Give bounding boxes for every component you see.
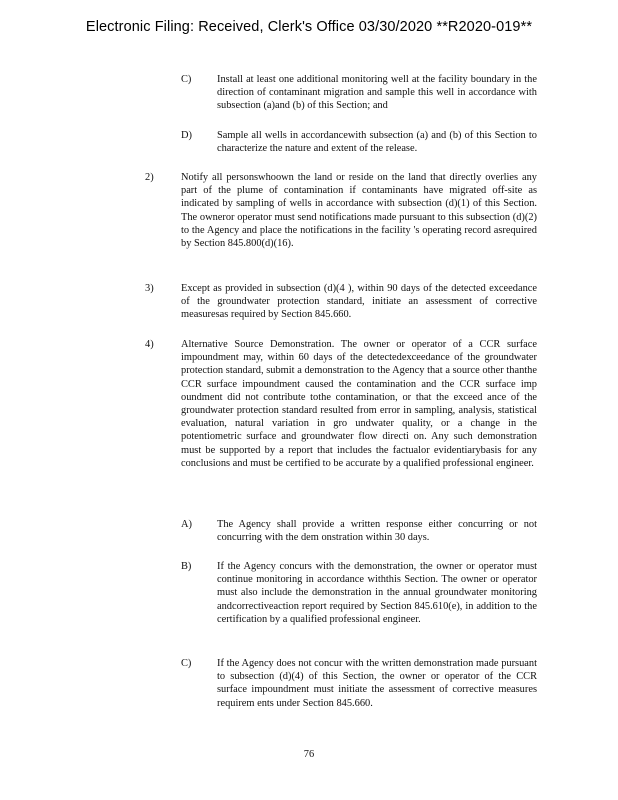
item-label: 3) [145, 283, 154, 294]
item-label: 2) [145, 172, 154, 183]
item-text: Except as provided in subsection (d)(4 ), within 90 days of the detected exceedance of the groundwater protection standard, initiate an assessment of corrective measuresas required by Section 845.660. [181, 283, 537, 321]
item-text: If the Agency concurs with the demonstration, the owner or operator must continue monitoring in accordance withthis Section. The owner or operator must also include the demonstration in the annual groundwater monitoring andcorrectiveaction report required by Section 845.610(e), in addition to the certification by a qualified professional engineer. [217, 561, 537, 625]
filing-header: Electronic Filing: Received, Clerk's Office 03/30/2020 **R2020-019** [85, 19, 533, 35]
item-label: D) [181, 130, 192, 141]
item-text: Alternative Source Demonstration. The owner or operator of a CCR surface impoundment may, within 60 days of the detectedexceedance of the groundwater protection standard, submit a demonstration to the Agency that a source other thanthe CCR surface impoundment caused the contamination and the CCR surface imp oundment did not contribute tothe contamination, or that the exceed ance of the groundwater protection standard resulted from error in sampling, analysis, statistical evaluation, natural variation in gro undwater quality, or a change in the potentiometric surface and groundwater flow directi on. Any such demonstration must be supported by a report that includes the factualor evidentiarybasis for any conclusions and must be certified to be accurate by a qualified professional engineer. [181, 339, 537, 469]
item-text: Install at least one additional monitoring well at the facility boundary in the direction of contaminant migration and sample this well in accordance with subsection (a)and (b) of this Section; and [217, 74, 537, 112]
item-label: C) [181, 74, 192, 85]
item-text: If the Agency does not concur with the written demonstration made pursuant to subsection (d)(4) of this Section, the owner or operator of the CCR surface impoundment must initiate the assessment of corrective measures requirem ents under Section 845.660. [217, 658, 537, 709]
item-label: A) [181, 519, 192, 530]
item-text: Sample all wells in accordancewith subsection (a) and (b) of this Section to characterize the nature and extent of the release. [217, 130, 537, 155]
item-label: B) [181, 561, 192, 572]
item-label: C) [181, 658, 192, 669]
item-text: The Agency shall provide a written response either concurring or not concurring with the dem onstration within 30 days. [217, 519, 537, 544]
item-text: Notify all personswhoown the land or reside on the land that directly overlies any part of the plume of contamination if contaminants have migrated off-site as indicated by sampling of wells in accordance with subsection (d)(1) of this Section. The owneror operator must send notifications made pursuant to this subsection (d)(2) to the Agency and place the notifications in the facility 's operating record asrequired by Section 845.800(d)(16). [181, 172, 537, 250]
item-label: 4) [145, 339, 154, 350]
page-number: 76 [303, 749, 315, 760]
